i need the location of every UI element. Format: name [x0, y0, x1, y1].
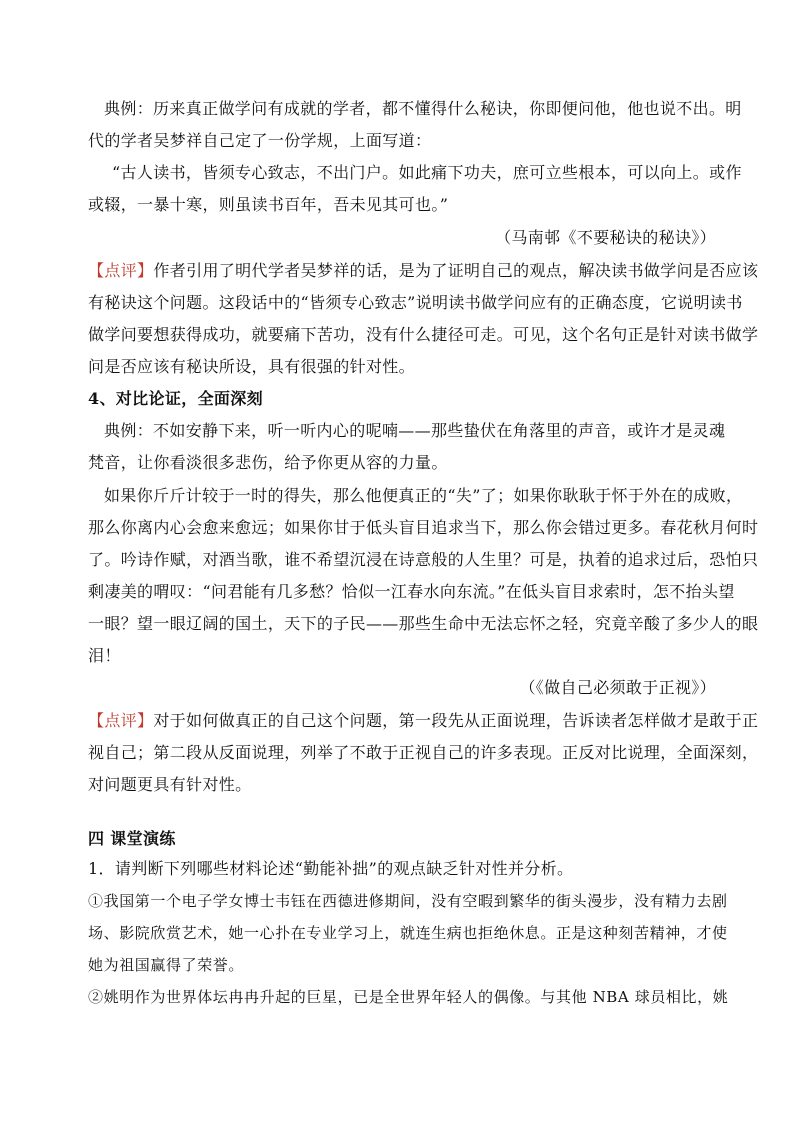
comment2-line2: 视自己；第二段从反面说理，列举了不敢于正视自己的许多表现。正反对比说理，全面深刻， — [88, 743, 759, 762]
comment1-line4: 问是否应该有秘诀所设，具有很强的针对性。 — [88, 357, 416, 376]
example2-p2-line2: 那么你离内心会愈来愈远；如果你甘于低头盲目追求当下，那么你会错过更多。春花秋月何时 — [88, 518, 759, 537]
example1-line2: 代的学者吴梦祥自己定了一份学规，上面写道： — [88, 131, 432, 150]
section-heading-four: 四 课堂演练 — [88, 829, 176, 848]
comment2-line1 — [88, 711, 758, 731]
example2-p1-line1: 典例：不如安静下来，听一听内心的呢喃——那些蛰伏在角落里的声音，或许才是灵魂 — [104, 421, 726, 440]
exercise-question: 1．请判断下列哪些材料论述“勤能补拙”的观点缺乏针对性并分析。 — [88, 859, 574, 878]
example2-p2-line1: 如果你斤斤计较于一时的得失，那么他便真正的“失”了；如果你耿耿于怀于外在的成败， — [104, 486, 743, 505]
comment2-line3: 对问题更具有针对性。 — [88, 775, 252, 794]
example2-p2-line4: 剩凄美的喟叹：“问君能有几多愁？恰似一江春水向东流。”在低头盲目求索时，怎不抬头望 — [88, 582, 735, 601]
example2-p2-line6: 泪！ — [88, 646, 121, 665]
quote-line2: 或辍，一暴十寒，则虽读书百年，吾未见其可也。” — [88, 195, 449, 214]
exercise-item1-line3: 她为祖国赢得了荣誉。 — [88, 956, 245, 974]
exercise-item1-line2: 场、影院欣赏艺术，她一心扑在专业学习上，就连生病也拒绝休息。正是这种刻苦精神，才使 — [88, 924, 728, 942]
comment1-line3: 做学问要想获得成功，就要痛下苦功，没有什么捷径可走。可见，这个名句正是针对读书做学 — [88, 325, 759, 344]
exercise-item2-line1: ②姚明作为世界体坛冉冉升起的巨星，已是全世界年轻人的偶像。与其他 NBA 球员相比，姚 — [88, 988, 729, 1006]
section-heading-4: 4、对比论证，全面深刻 — [88, 389, 263, 408]
example2-p2-line3: 了。吟诗作赋，对酒当歌，谁不希望沉浸在诗意般的人生里？可是，执着的追求过后，恐怕只 — [88, 550, 759, 569]
example2-p2-line5: 一眼？望一眼辽阔的国土，天下的子民——那些生命中无法忘怀之轻，究竟辛酸了多少人的眼 — [88, 614, 759, 633]
comment-tag: 【点评】 — [88, 711, 154, 730]
example2-p1-line2: 梵音，让你看淡很多悲伤，给予你更从容的力量。 — [88, 453, 448, 472]
example1-source: （马南邨《不要秘诀的秘诀》） — [495, 228, 716, 247]
comment1-line2: 有秘诀这个问题。这段话中的“皆须专心致志”说明读书做学问应有的正确态度，它说明读书 — [88, 293, 743, 312]
comment1-text: 作者引用了明代学者吴梦祥的话，是为了证明自己的观点，解决读书做学问是否应该 — [153, 261, 759, 280]
comment1-line1 — [88, 261, 758, 281]
comment-tag: 【点评】 — [88, 261, 154, 280]
example1-line1: 典例：历来真正做学问有成就的学者，都不懂得什么秘诀，你即便问他，他也说不出。明 — [104, 99, 742, 118]
quote-line1: “古人读书，皆须专心致志，不出门户。如此痛下功夫，庶可立些根本，可以向上。或作 — [112, 163, 742, 182]
example2-source: （《做自己必须敢于正视》） — [519, 678, 716, 697]
comment2-text: 对于如何做真正的自己这个问题，第一段先从正面说理，告诉读者怎样做才是敢于正 — [153, 711, 759, 730]
exercise-item1-line1: ①我国第一个电子学女博士韦钰在西德进修期间，没有空暇到繁华的街头漫步，没有精力去剧 — [88, 892, 728, 910]
